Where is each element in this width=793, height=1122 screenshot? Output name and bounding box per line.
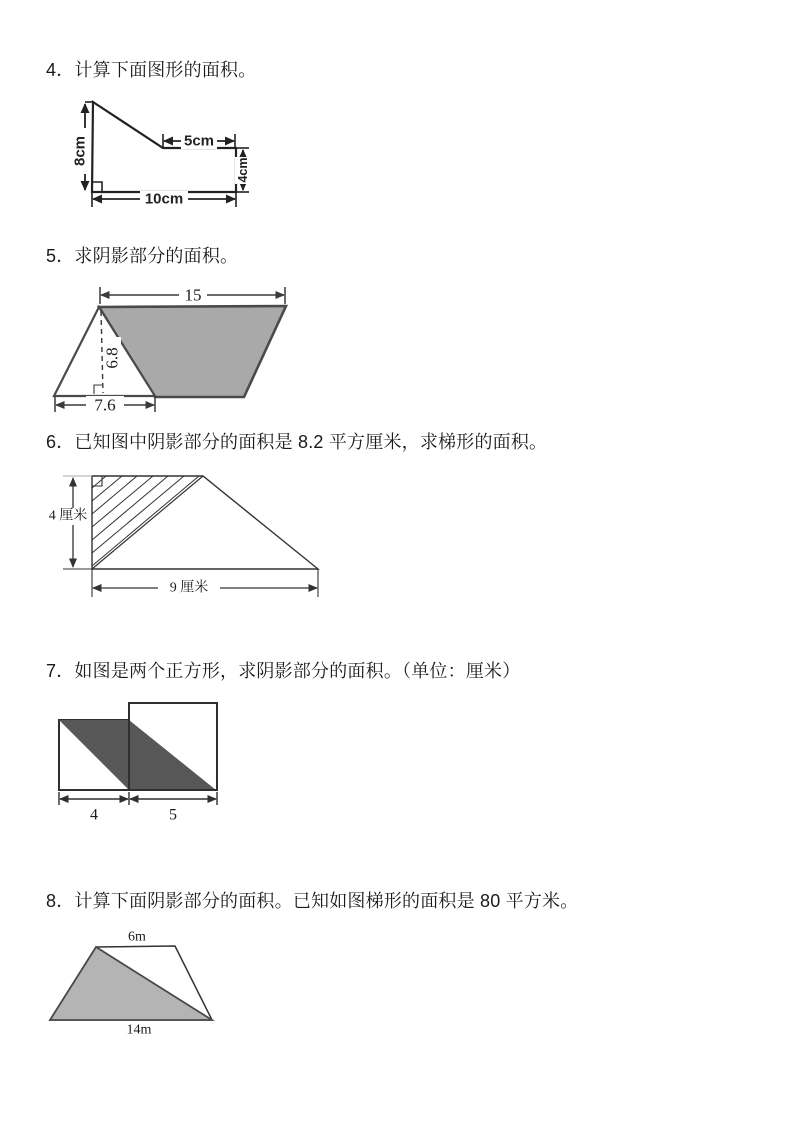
dim-label-bottom: 14m <box>126 1022 152 1038</box>
problem-7-number: 7． <box>46 661 75 681</box>
dim-label-bottom: 7.6 <box>94 395 116 415</box>
problem-6-text: 已知图中阴影部分的面积是 8.2 平方厘米，求梯形的面积。 <box>74 432 548 452</box>
dim-label-top: 15 <box>184 285 202 305</box>
dim-label-large: 5 <box>169 806 177 824</box>
figure-problem-7 <box>50 695 230 830</box>
problem-6-heading <box>46 430 547 454</box>
problem-4-heading <box>46 58 256 82</box>
dim-label-height: 6.8 <box>102 347 122 369</box>
dim-label-top: 6m <box>128 929 146 945</box>
figure-problem-8 <box>40 928 225 1045</box>
problem-5-heading <box>46 244 238 268</box>
figure-problem-4 <box>60 95 270 215</box>
problem-5-number: 5． <box>46 246 75 266</box>
dim-label-bottom: 9 厘米 <box>169 580 209 596</box>
problem-5-text: 求阴影部分的面积。 <box>74 246 239 266</box>
figure-problem-5 <box>45 282 295 418</box>
problem-8-number: 8． <box>46 891 75 911</box>
problem-6-number: 6． <box>46 432 75 452</box>
dim-label-right: 4cm <box>236 157 250 183</box>
dim-label-small: 4 <box>90 806 98 824</box>
problem-8-text: 计算下面阴影部分的面积。已知如图梯形的面积是 80 平方米。 <box>74 891 579 911</box>
dim-label-left: 4 厘米 <box>48 508 88 524</box>
problem-7-heading <box>46 659 520 683</box>
dim-label-bottom: 10cm <box>144 190 184 208</box>
problem-8-heading <box>46 889 578 913</box>
trapezoid-outline <box>92 476 318 569</box>
dim-label-top: 5cm <box>183 132 215 150</box>
dim-label-left: 8cm <box>71 135 89 167</box>
figure-problem-6 <box>30 468 340 605</box>
problem-4-number: 4． <box>46 60 75 80</box>
problem-4-text: 计算下面图形的面积。 <box>74 60 257 80</box>
problem-7-text: 如图是两个正方形，求阴影部分的面积。（单位：厘米） <box>74 661 521 681</box>
